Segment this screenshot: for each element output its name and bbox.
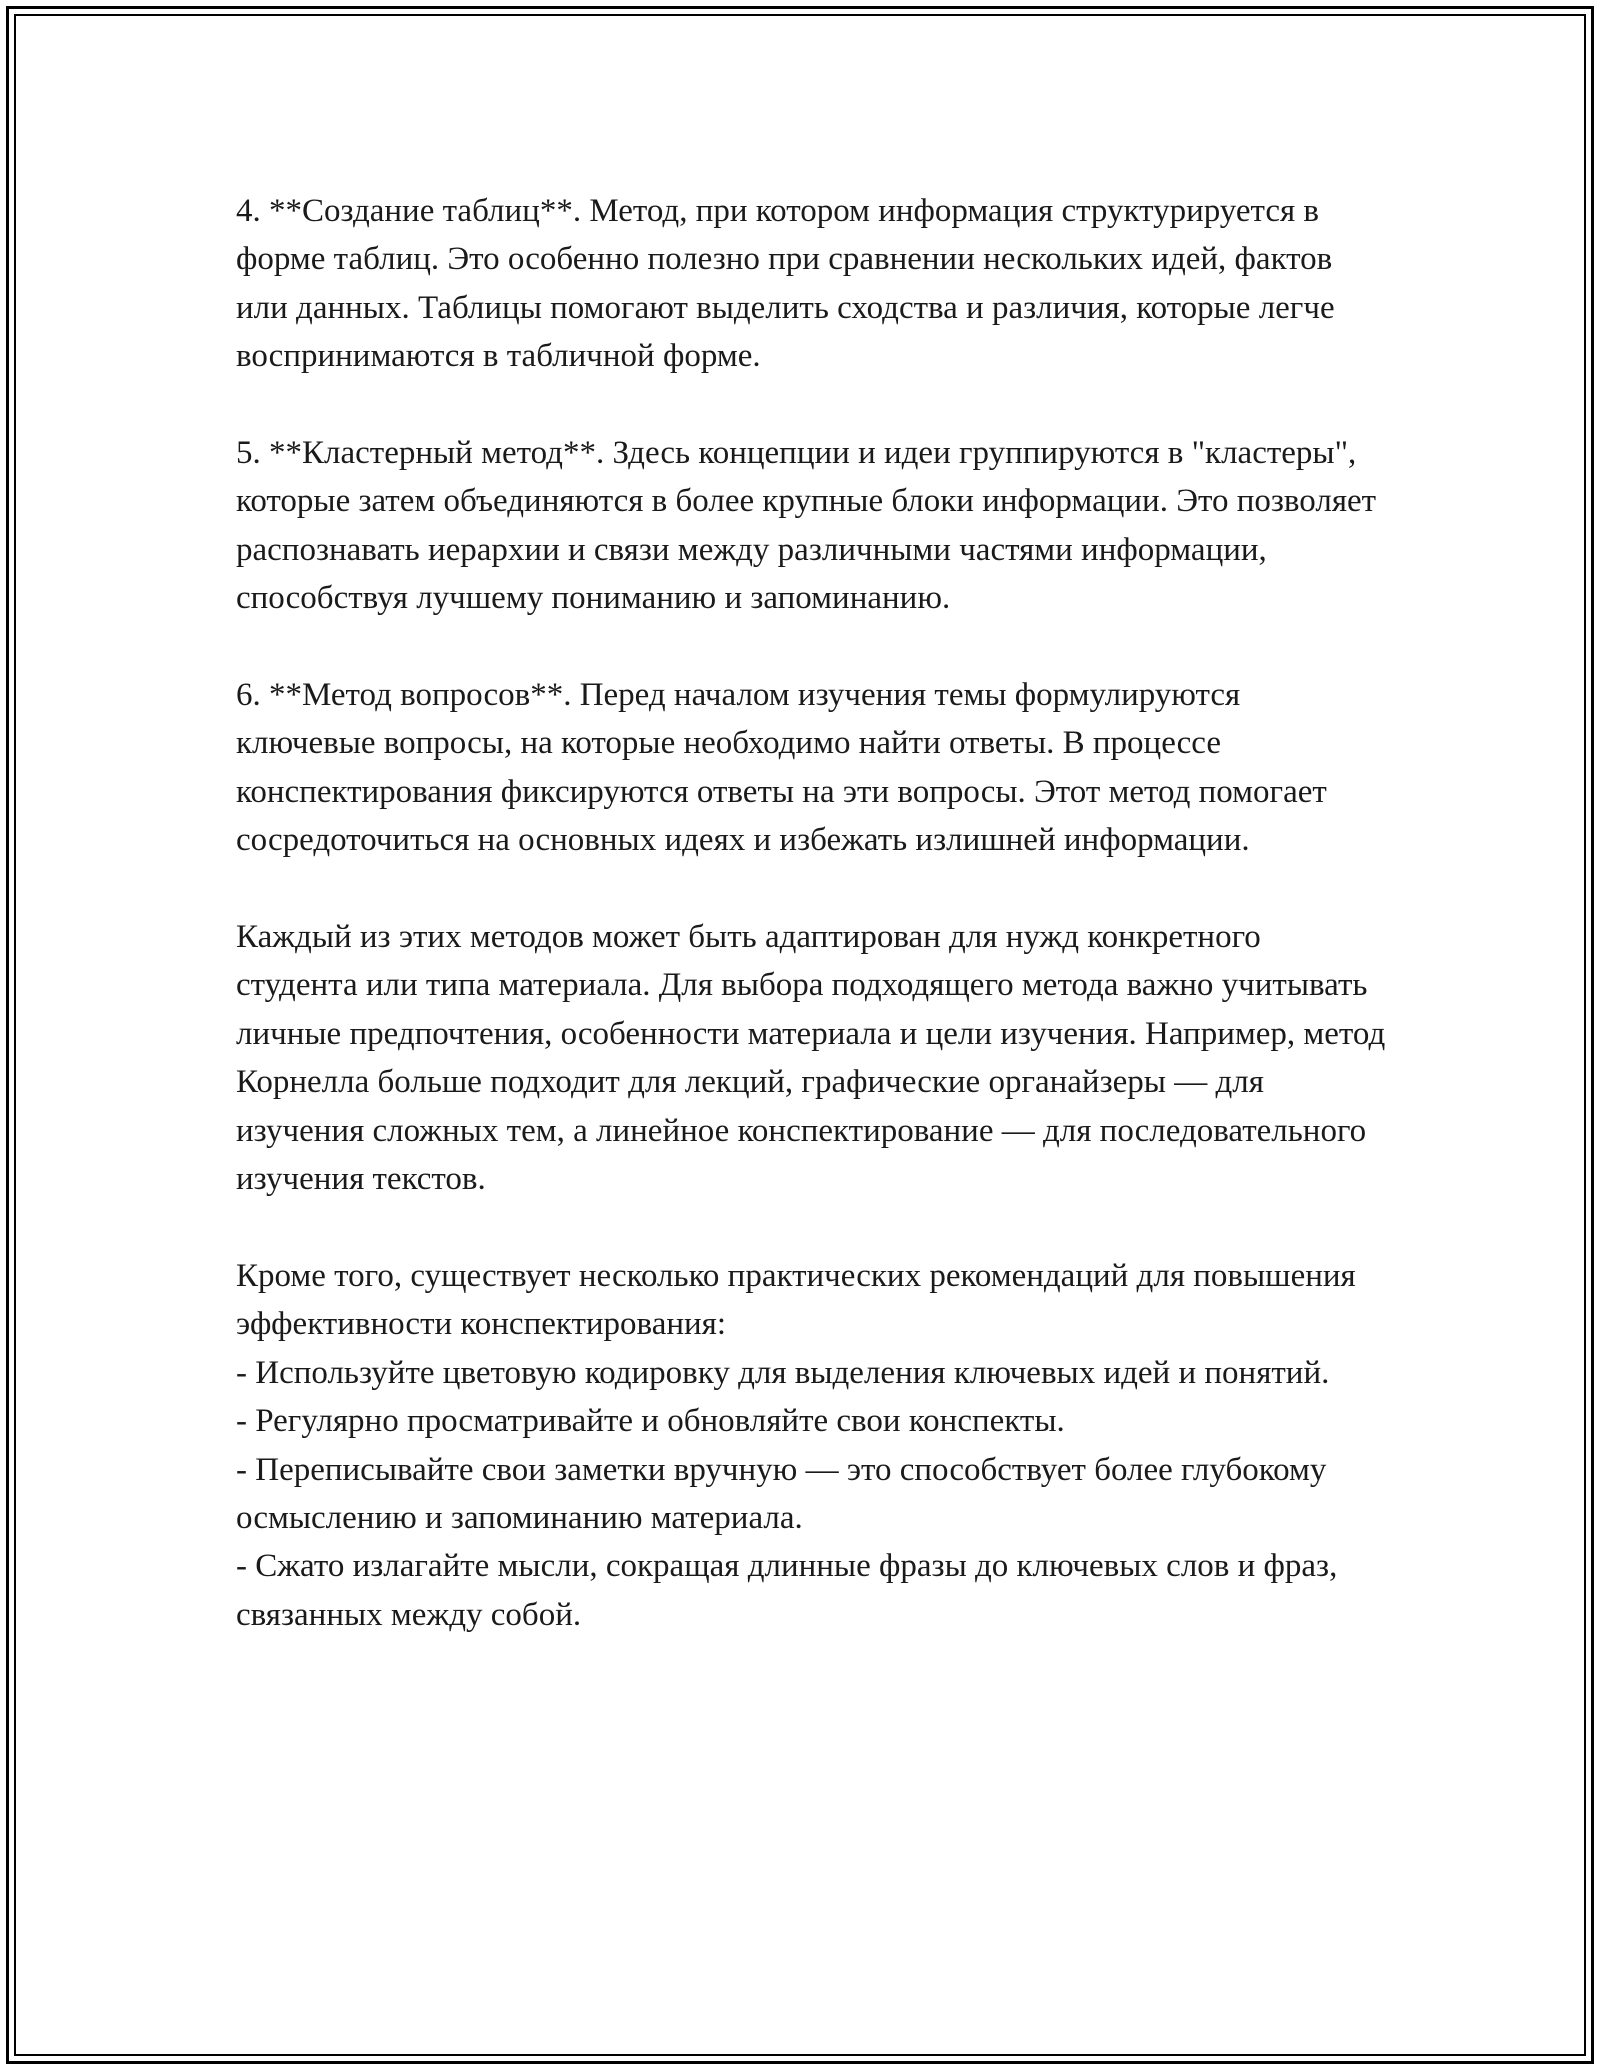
recommendation-item: - Используйте цветовую кодировку для выделения ключевых идей и понятий.: [236, 1354, 1330, 1391]
document-body: [236, 187, 1386, 1639]
paragraph-methods-adaptation: Каждый из этих методов может быть адаптирован для нужд конкретного студента или типа материала. Для выбора подходящего метода важно учитывать личные предпочтения, особенности материала и цели изучения. Например, метод Корнелла больше подходит для лекций, графические органайзеры — для изучения сложных тем, а линейное конспектирование — для последовательного изучения текстов.: [236, 919, 1386, 1198]
recommendation-item: - Переписывайте свои заметки вручную — это способствует более глубокому осмыслению и запоминанию материала.: [236, 1451, 1327, 1536]
recommendations-list: [236, 1349, 1386, 1639]
recommendation-item: - Регулярно просматривайте и обновляйте свои конспекты.: [236, 1403, 1065, 1440]
paragraph-cluster-method: 5. **Кластерный метод**. Здесь концепции и идеи группируются в "кластеры", которые затем объединяются в более крупные блоки информации. Это позволяет распознавать иерархии и связи между различными частями информации, способствуя лучшему пониманию и запоминанию.: [236, 435, 1377, 617]
paragraph-questions-method: 6. **Метод вопросов**. Перед началом изучения темы формулируются ключевые вопросы, на которые необходимо найти ответы. В процессе конспектирования фиксируются ответы на эти вопросы. Этот метод помогает сосредоточиться на основных идеях и избежать излишней информации.: [236, 677, 1327, 859]
paragraph-tables-method: 4. **Создание таблиц**. Метод, при котором информация структурируется в форме таблиц. Это особенно полезно при сравнении нескольких идей, фактов или данных. Таблицы помогают выделить сходства и различия, которые легче воспринимаются в табличной форме.: [236, 193, 1335, 375]
recommendation-item: - Сжато излагайте мысли, сокращая длинные фразы до ключевых слов и фраз, связанных между собой.: [236, 1548, 1338, 1633]
paragraph-recommendations-intro: Кроме того, существует несколько практических рекомендаций для повышения эффективности конспектирования:: [236, 1257, 1356, 1343]
